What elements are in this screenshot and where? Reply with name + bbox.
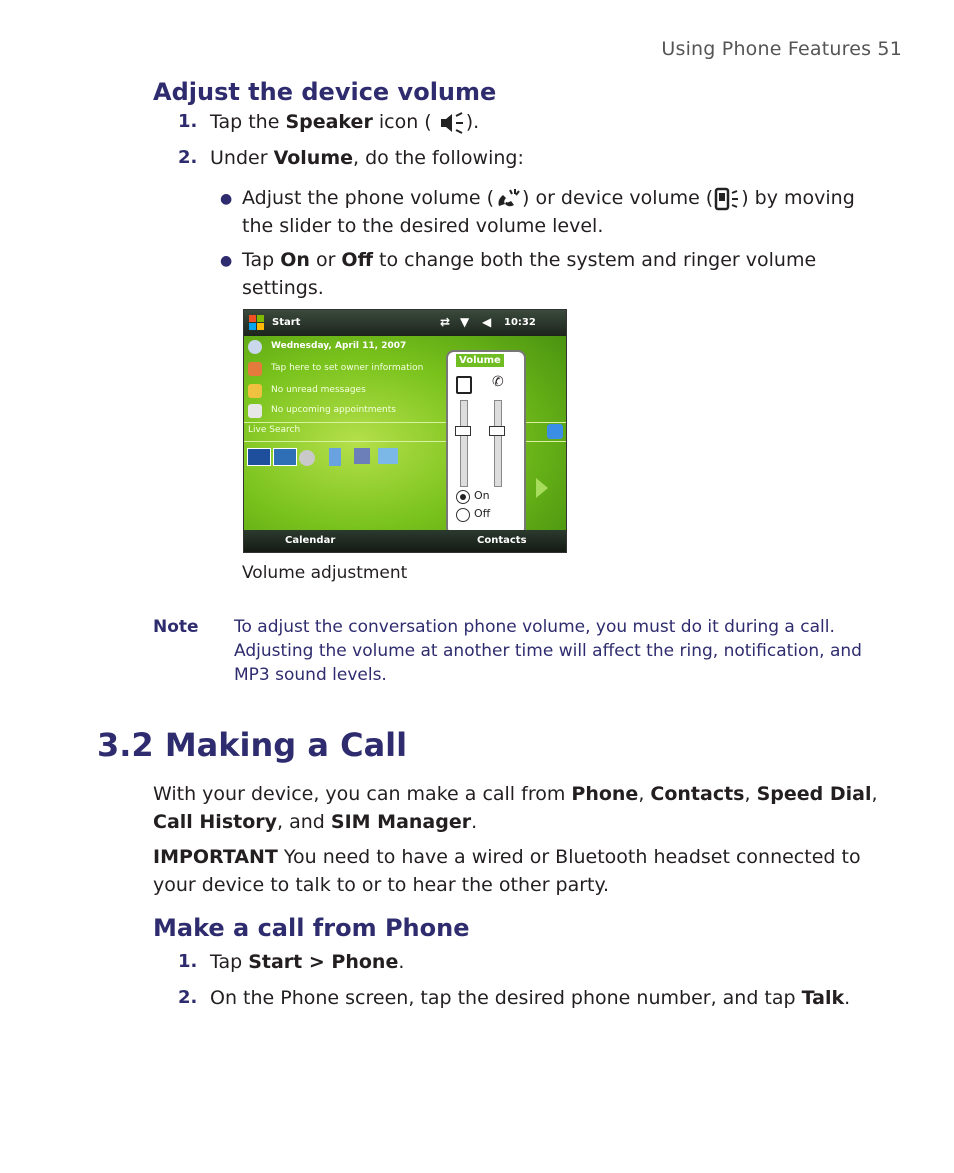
calendar-icon — [248, 404, 262, 418]
section-heading-making-a-call: 3.2 Making a Call — [97, 726, 408, 764]
soft-key-bar — [244, 530, 566, 552]
contacts-soft-key[interactable]: Contacts — [477, 535, 527, 546]
clock: 10:32 — [504, 317, 536, 328]
bullet: ● — [220, 191, 233, 207]
phone-slider-thumb[interactable] — [489, 426, 505, 436]
today-owner: Tap here to set owner information — [271, 363, 424, 373]
live-search: Live Search — [248, 425, 301, 435]
device-volume-slider[interactable] — [460, 400, 468, 487]
step-text: Under Volume, do the following: — [210, 147, 524, 169]
on-radio[interactable] — [456, 490, 470, 504]
popup-title: Volume — [456, 354, 504, 367]
device-icon — [456, 376, 472, 394]
section-heading-make-call-phone: Make a call from Phone — [153, 914, 470, 942]
important-paragraph: IMPORTANT You need to have a wired or Bluetooth headset connected to your device to talk to or to hear the other party. — [153, 846, 861, 896]
signal-icon: ▼ — [460, 315, 470, 329]
phone-handset-icon — [494, 186, 522, 212]
volume-screenshot — [243, 309, 567, 553]
bullet: ● — [220, 253, 233, 269]
today-messages: No unread messages — [271, 385, 366, 395]
app-icon — [329, 448, 341, 466]
app-icon — [378, 448, 398, 464]
app-icon — [247, 448, 271, 466]
messages-icon — [248, 384, 262, 398]
note-label: Note — [153, 617, 199, 637]
app-icon — [299, 450, 315, 466]
arrow-icon — [536, 478, 548, 498]
off-label: Off — [474, 507, 491, 520]
step-number: 1. — [178, 951, 198, 972]
note-text: To adjust the conversation phone volume, you must do it during a call. Adjusting the volume at another time will affect the ring, notification, and MP3 sound levels. — [234, 617, 862, 685]
phone-icon: ✆ — [492, 374, 504, 390]
off-radio[interactable] — [456, 508, 470, 522]
today-date: Wednesday, April 11, 2007 — [271, 341, 407, 351]
app-icon — [273, 448, 297, 466]
step-text: Tap the Speaker icon ( ). — [210, 108, 479, 136]
start-label: Start — [272, 317, 301, 328]
windows-logo-icon — [248, 314, 265, 331]
step-number: 2. — [178, 987, 198, 1008]
speaker-icon — [438, 110, 466, 136]
speaker-status-icon: ◀ — [482, 315, 492, 329]
step-text: Tap Start > Phone. — [210, 951, 405, 973]
device-slider-thumb[interactable] — [455, 426, 471, 436]
calendar-soft-key[interactable]: Calendar — [285, 535, 336, 546]
running-head: Using Phone Features 51 — [661, 38, 902, 60]
bullet-text: Tap On or Off to change both the system and ringer volume settings. — [242, 249, 817, 299]
on-label: On — [474, 489, 490, 502]
figure-caption: Volume adjustment — [242, 563, 408, 583]
step-number: 1. — [178, 111, 198, 132]
app-icon — [354, 448, 370, 464]
step-text: On the Phone screen, tap the desired phone number, and tap Talk. — [210, 987, 851, 1009]
phone-volume-slider[interactable] — [494, 400, 502, 487]
sync-icon: ⇄ — [440, 315, 451, 329]
section-heading-adjust-volume: Adjust the device volume — [153, 78, 497, 106]
title-bar — [244, 310, 566, 336]
step-number: 2. — [178, 147, 198, 168]
search-go-icon — [547, 424, 563, 439]
volume-popup — [446, 350, 526, 536]
clock-icon — [248, 340, 262, 354]
device-volume-icon — [713, 186, 741, 212]
owner-icon — [248, 362, 262, 376]
today-appointments: No upcoming appointments — [271, 405, 396, 415]
bullet-text: Adjust the phone volume ( ) or device volume ( ) by moving the slider to the desired volume level. — [242, 187, 855, 237]
intro-paragraph: With your device, you can make a call from Phone, Contacts, Speed Dial, Call History, and SIM Manager. — [153, 783, 878, 833]
